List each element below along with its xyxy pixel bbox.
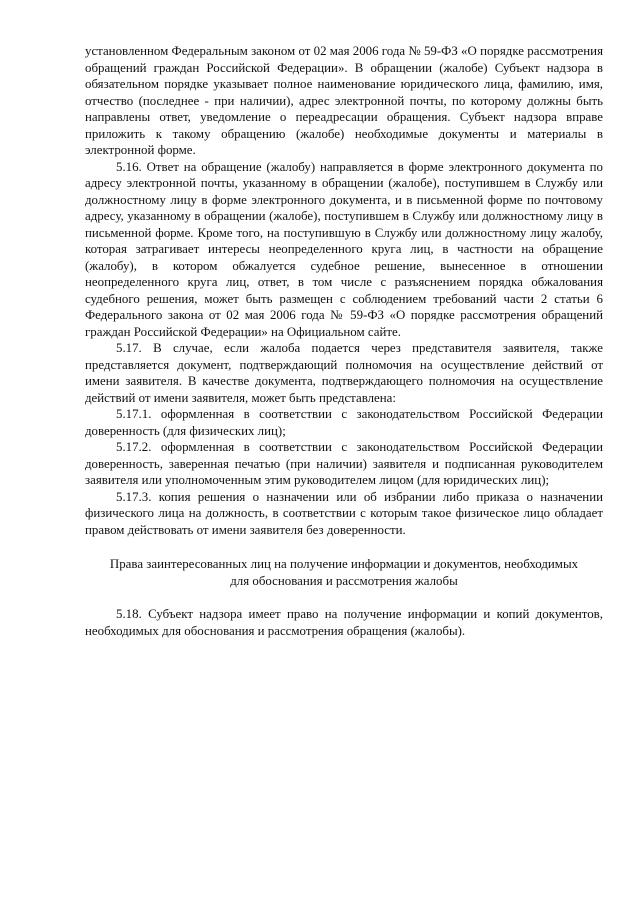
paragraph-continuation: установленном Федеральным законом от 02 мая 2006 года № 59-ФЗ «О порядке рассмотрения обращений граждан Российской Федерации». В обращении (жалобе) Субъект надзора в обязательном порядке указывает полное наименование юридического лица, фамилию, имя, отчество (последнее - при наличии), адрес электронной почты, по которому должны быть направлены ответ, уведомление о переадресации обращения. Субъект надзора вправе приложить к такому обращению (жалобе) необходимые документы и материалы в электронной форме.: [85, 44, 603, 157]
paragraph-5-16: 5.16. Ответ на обращение (жалобу) направляется в форме электронного документа по адресу электронной почты, указанному в обращении (жалобе), поступившем в Службу или должностному лицу в форме электронного документа, и в письменной форме по почтовому адресу, указанному в обращении (жалобе), поступившем в Службу или должностному лицу в письменной форме. Кроме того, на поступившую в Службу или должностному лицу жалобу, которая затрагивает интересы неопределенного круга лиц, в частности на обращение (жалобу), в котором обжалуется судебное решение, вынесенное в отношении неопределенного круга лиц, ответ, в том числе с разъяснением порядка обжалования судебного решения, может быть размещен с соблюдением требований части 2 статьи 6 Федерального закона от 02 мая 2006 года № 59-ФЗ «О порядке рассмотрения обращений граждан Российской Федерации» на Официальном сайте.: [85, 159, 603, 339]
paragraph-5-18: 5.18. Субъект надзора имеет право на получение информации и копий документов, необходимых для обоснования и рассмотрения обращения (жалобы).: [85, 607, 603, 638]
paragraph-5-17-1: 5.17.1. оформленная в соответствии с законодательством Российской Федерации доверенность (для физических лиц);: [85, 407, 603, 438]
document-body: [85, 43, 603, 639]
section-spacer: [85, 538, 603, 556]
heading-spacer: [85, 589, 603, 606]
paragraph-5-17-2: 5.17.2. оформленная в соответствии с законодательством Российской Федерации доверенность, заверенная печатью (при наличии) заявителя и подписанная руководителем заявителя или уполномоченным этим руководителем лицом (для юридических лиц);: [85, 440, 603, 487]
section-heading: Права заинтересованных лиц на получение информации и документов, необходимых для обоснования и рассмотрения жалобы: [109, 557, 579, 588]
paragraph-5-17: 5.17. В случае, если жалоба подается через представителя заявителя, также представляется документ, подтверждающий полномочия на осуществление действий от имени заявителя. В качестве документа, подтверждающего полномочия на осуществление действий от имени заявителя, может быть представлена:: [85, 341, 603, 405]
paragraph-5-17-3: 5.17.3. копия решения о назначении или об избрании либо приказа о назначении физического лица на должность, в соответствии с которым такое физическое лицо обладает правом действовать от имени заявителя без доверенности.: [85, 489, 603, 537]
